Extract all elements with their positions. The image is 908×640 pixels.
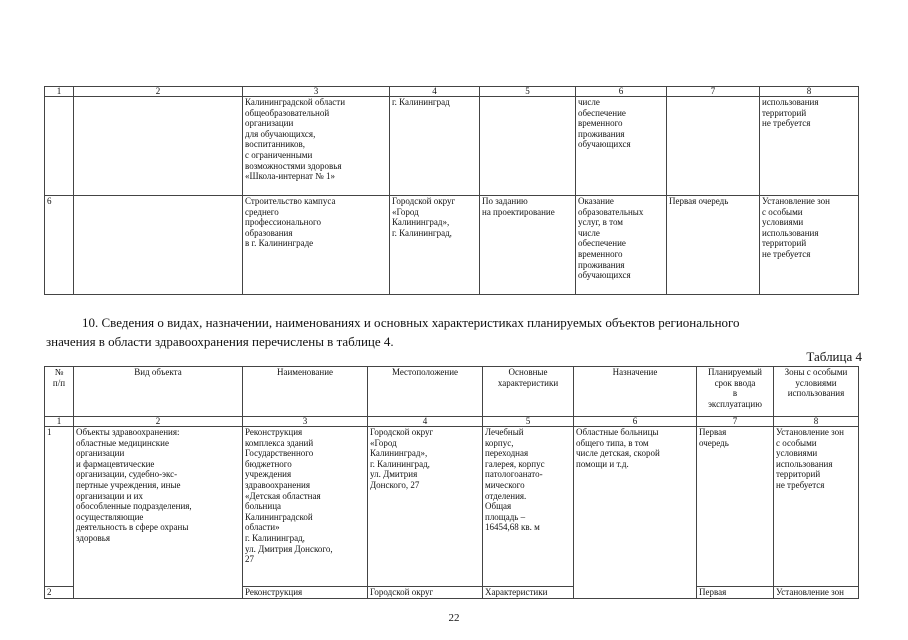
cell-text-line: организации	[76, 448, 125, 459]
column-number: 6	[576, 87, 667, 97]
column-number: 8	[774, 417, 859, 427]
cell-text-line: Городской округ	[392, 196, 456, 206]
cell-text-line: «Город	[392, 206, 419, 217]
characteristics-cell	[483, 427, 574, 587]
cell-text-line: Донского, 27	[370, 479, 420, 490]
cell-text-line: 27	[245, 554, 254, 565]
cell-text-line: условиями	[795, 377, 837, 388]
cell-text-line: организации и их	[76, 490, 143, 501]
cell-text-line: на проектирование	[482, 206, 555, 217]
cell-text-line: услуг, в том	[578, 217, 623, 228]
cell-text-line: областные медицинские	[76, 437, 169, 448]
cell-text-line: обучающихся	[578, 139, 631, 150]
column-number: 7	[697, 417, 774, 427]
cell-text-line: Установление зон	[762, 196, 830, 206]
table-row	[45, 97, 859, 196]
cell-text-line: обособленные подразделения,	[76, 501, 192, 512]
cell-text-line: условиями	[762, 217, 804, 228]
cell-text-line: организации, судебно-экс-	[76, 469, 178, 480]
cell-text-line: переходная	[485, 448, 529, 459]
column-number-row	[45, 417, 859, 427]
zones-cell	[760, 196, 859, 295]
cell-text-line: временного	[578, 118, 623, 129]
cell-text-line: больница	[245, 501, 281, 512]
cell-text-line: Зоны с особыми	[784, 367, 848, 377]
table-continuation	[44, 86, 859, 295]
term-cell	[667, 196, 760, 295]
cell-text-line: условиями	[776, 448, 818, 459]
cell-text-line: Назначение	[612, 367, 658, 377]
cell-text-line: профессионального	[245, 217, 321, 228]
page-number: 22	[448, 612, 460, 624]
header-object-type	[74, 367, 243, 417]
column-number: 5	[483, 417, 574, 427]
cell-text-line: патологоанато-	[485, 469, 543, 480]
object-type-cell	[74, 427, 243, 599]
header-location	[368, 367, 483, 417]
cell-text-line: обеспечение	[578, 107, 626, 118]
cell-text-line: г. Калининград,	[370, 458, 430, 469]
cell-text-line: корпус,	[485, 437, 514, 448]
cell-text-line: Первая очередь	[669, 196, 729, 206]
header-name	[243, 367, 368, 417]
location-cell	[368, 427, 483, 587]
cell-text-line: «Город	[370, 437, 397, 448]
cell-text-line: временного	[578, 248, 623, 259]
cell-text-line: мического	[485, 479, 525, 490]
cell-text-line: воспитанников,	[245, 139, 305, 150]
cell-text-line: Оказание	[578, 196, 614, 206]
cell-text-line: с особыми	[762, 206, 803, 217]
characteristics-cell	[480, 97, 576, 196]
header-zones	[774, 367, 859, 417]
cell-text-line: и фармацевтические	[76, 458, 155, 469]
section-paragraph	[46, 313, 866, 351]
cell-text-line: не требуется	[776, 479, 825, 490]
cell-text-line: числе	[578, 227, 600, 238]
location-cell	[390, 97, 480, 196]
cell-text-line: комплекса зданий	[245, 437, 314, 448]
zones-cell	[774, 427, 859, 587]
cell-text-line: площадь –	[485, 511, 526, 522]
cell-text-line: ул. Дмитрия Донского,	[245, 543, 333, 554]
cell-text-line: Планируемый	[708, 367, 762, 377]
header-purpose	[574, 367, 697, 417]
cell-text-line: территорий	[776, 469, 821, 480]
cell-text-line: общеобразовательной	[245, 107, 330, 118]
cell-text-line: Первая	[699, 427, 727, 437]
purpose-cell	[574, 427, 697, 599]
cell-text-line: По заданию	[482, 196, 528, 206]
table-row	[45, 196, 859, 295]
cell-text-line: п/п	[52, 377, 66, 388]
cell-text-line: характеристики	[497, 377, 559, 388]
row-number-cell	[45, 97, 74, 196]
cell-text-line: с ограниченными	[245, 149, 313, 160]
term-cell	[667, 97, 760, 196]
cell-text-line: здоровья	[76, 532, 110, 543]
purpose-cell	[576, 97, 667, 196]
cell-text-line: очередь	[699, 437, 729, 448]
location-cell: Городской округ	[368, 587, 483, 599]
paragraph-line: 10. Сведения о видах, назначении, наименованиях и основных характеристиках планируемых объектов регионального	[82, 315, 740, 330]
cell-text-line: возможностями здоровья	[245, 160, 342, 171]
cell-text-line: не требуется	[762, 118, 811, 129]
cell-text-line: Вид объекта	[134, 367, 182, 377]
cell-text-line: 16454,68 кв. м	[485, 522, 540, 533]
cell-text-line: г. Калининград	[392, 97, 450, 107]
zones-cell	[760, 97, 859, 196]
column-number: 2	[74, 417, 243, 427]
cell-text-line: общего типа, в том	[576, 437, 649, 448]
column-number: 3	[243, 87, 390, 97]
cell-text-line: среднего	[245, 206, 279, 217]
cell-text-line: отделения.	[485, 490, 527, 501]
cell-text-line: Общая	[485, 501, 512, 512]
cell-text-line: проживания	[578, 128, 625, 139]
column-number-row	[45, 87, 859, 97]
header-term	[697, 367, 774, 417]
row-number-cell: 6	[45, 196, 74, 295]
cell-text-line: обучающихся	[578, 270, 631, 281]
purpose-cell	[576, 196, 667, 295]
cell-text-line: срок ввода	[714, 377, 756, 388]
column-number: 1	[45, 87, 74, 97]
cell-text-line: территорий	[762, 238, 807, 249]
object-name-cell	[243, 427, 368, 587]
cell-text-line: деятельность в сфере охраны	[76, 522, 189, 533]
table-cell	[74, 97, 243, 196]
cell-text-line: галерея, корпус	[485, 458, 545, 469]
cell-text-line: ул. Дмитрия	[370, 469, 418, 480]
cell-text-line: использования	[787, 388, 845, 399]
cell-text-line: Лечебный	[485, 427, 524, 437]
column-number: 4	[390, 87, 480, 97]
row-number-cell: 1	[45, 427, 74, 587]
cell-text-line: с особыми	[776, 437, 817, 448]
cell-text-line: помощи и т.д.	[576, 458, 629, 469]
column-number: 2	[74, 87, 243, 97]
cell-text-line: Калининград»,	[392, 217, 450, 228]
cell-text-line: области»	[245, 522, 280, 533]
cell-text-line: Калининград»,	[370, 448, 428, 459]
column-number: 7	[667, 87, 760, 97]
table-header-row	[45, 367, 859, 417]
table-row	[45, 427, 859, 587]
cell-text-line: организации	[245, 118, 294, 129]
zones-cell: Установление зон	[774, 587, 859, 599]
column-number: 8	[760, 87, 859, 97]
cell-text-line: Областные больницы	[576, 427, 659, 437]
cell-text-line: проживания	[578, 259, 625, 270]
column-number: 5	[480, 87, 576, 97]
location-cell	[390, 196, 480, 295]
cell-text-line: Калининградской области	[245, 97, 346, 107]
cell-text-line: Местоположение	[391, 367, 459, 377]
cell-text-line: числе	[578, 97, 600, 107]
header-characteristics	[483, 367, 574, 417]
cell-text-line: Государственного	[245, 448, 314, 459]
term-cell	[697, 427, 774, 587]
cell-text-line: Реконструкция	[245, 427, 303, 437]
cell-text-line: здравоохранения	[245, 479, 311, 490]
characteristics-cell	[480, 196, 576, 295]
cell-text-line: «Детская областная	[245, 490, 321, 501]
cell-text-line: эксплуатацию	[708, 398, 762, 409]
term-cell: Первая	[697, 587, 774, 599]
table-caption: Таблица 4	[806, 349, 862, 364]
cell-text-line: Строительство кампуса	[245, 196, 336, 206]
cell-text-line: пертные учреждения, иные	[76, 479, 181, 490]
cell-text-line: Городской округ	[370, 427, 434, 437]
cell-text-line: «Школа-интернат № 1»	[245, 171, 336, 182]
cell-text-line: территорий	[762, 107, 807, 118]
characteristics-cell: Характеристики	[483, 587, 574, 599]
table-4	[44, 366, 859, 599]
object-name-cell: Реконструкция	[243, 587, 368, 599]
cell-text-line: Основные	[508, 367, 548, 377]
cell-text-line: №	[54, 367, 64, 377]
object-name-cell	[243, 97, 390, 196]
cell-text-line: Объекты здравоохранения:	[76, 427, 180, 437]
cell-text-line: образовательных	[578, 206, 644, 217]
cell-text-line: бюджетного	[245, 458, 292, 469]
cell-text-line: г. Калининград,	[392, 227, 452, 238]
cell-text-line: Наименование	[276, 367, 334, 377]
row-number-cell: 2	[45, 587, 74, 599]
cell-text-line: в г. Калининграде	[245, 238, 314, 249]
cell-text-line: осуществляющие	[76, 511, 144, 522]
cell-text-line: Установление зон	[776, 427, 844, 437]
cell-text-line: учреждения	[245, 469, 292, 480]
cell-text-line: использования	[762, 97, 819, 107]
column-number: 3	[243, 417, 368, 427]
cell-text-line: использования	[762, 227, 819, 238]
cell-text-line: не требуется	[762, 248, 811, 259]
column-number: 6	[574, 417, 697, 427]
cell-text-line: использования	[776, 458, 833, 469]
column-number: 1	[45, 417, 74, 427]
cell-text-line: образования	[245, 227, 293, 238]
paragraph-line: значения в области здравоохранения перечислены в таблице 4.	[46, 334, 394, 349]
object-name-cell	[243, 196, 390, 295]
cell-text-line: в	[732, 388, 738, 399]
cell-text-line: для обучающихся,	[245, 128, 316, 139]
column-number: 4	[368, 417, 483, 427]
header-number	[45, 367, 74, 417]
table-cell	[74, 196, 243, 295]
cell-text-line: обеспечение	[578, 238, 626, 249]
cell-text-line: г. Калининград,	[245, 532, 305, 543]
cell-text-line: Калининградской	[245, 511, 313, 522]
cell-text-line: числе детская, скорой	[576, 448, 660, 459]
